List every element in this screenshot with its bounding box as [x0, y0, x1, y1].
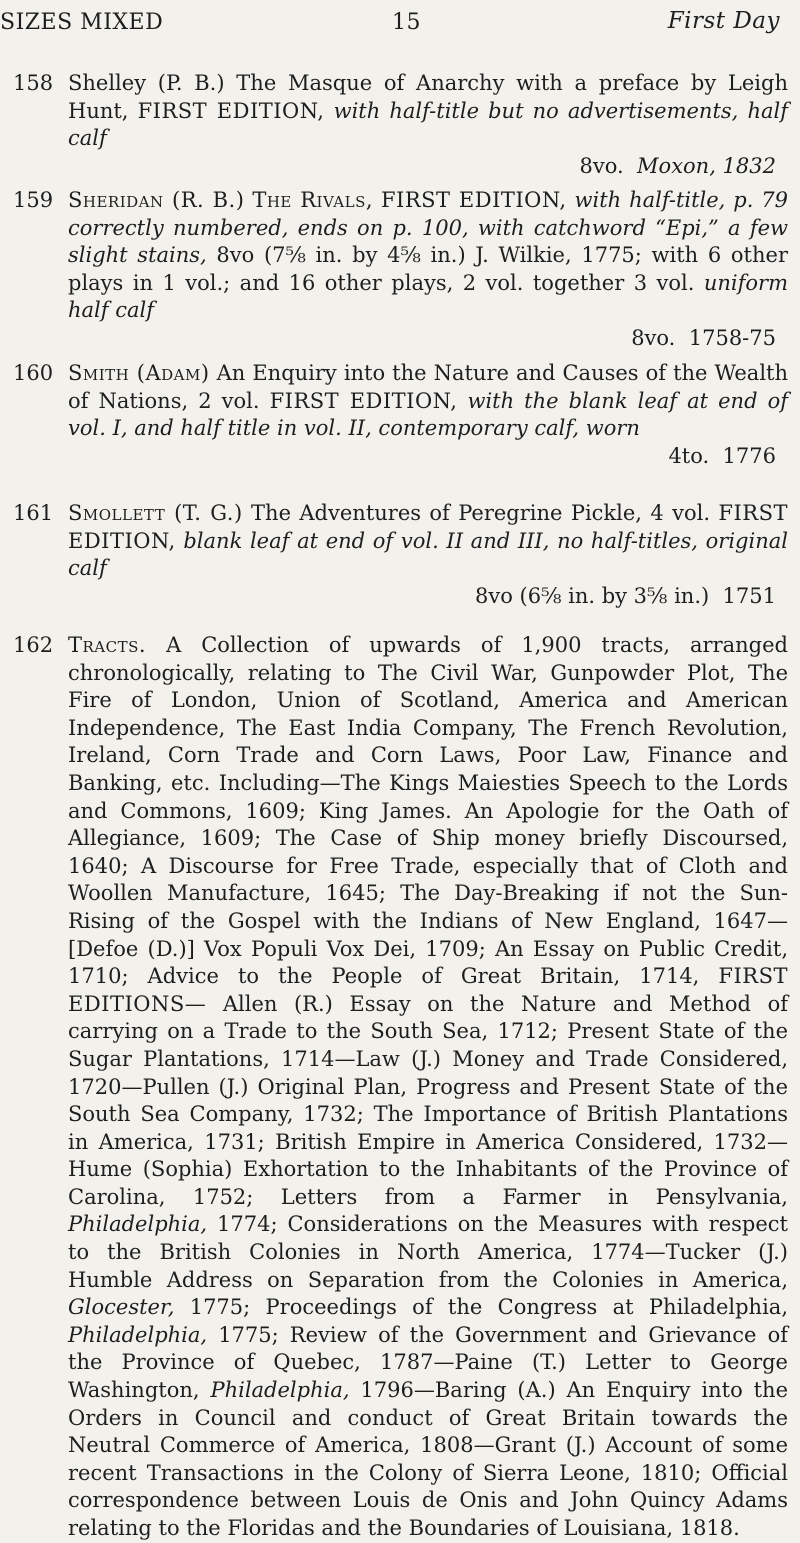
entry-description [68, 500, 788, 610]
entry-format: 8vo. [579, 153, 624, 178]
lot-number: 158 [13, 71, 54, 95]
entry-format: 4to. [668, 443, 710, 468]
entry-place: Philadelphia, [210, 1378, 350, 1403]
entry-edition: FIRST EDITION, [68, 501, 788, 553]
entry-description [68, 632, 788, 1543]
entry-notes: with the blank leaf at end of vol. I, and half title in vol. II, contemporary calf, worn [68, 388, 788, 441]
entry-text-part-a: A Collection of upwards of 1,900 tracts, arranged chronologically, relating to The Civil War, Gunpowder Plot, The Fire of London, Union of Scotland, America and American Independence, The East India Company, The French Revolution, Ireland, Corn Trade and Corn Laws, Poor Law, Finance and Banking, etc. Including—The Kings Maiesties Speech to the Lords and Commons, 1609; King James. An Apologie for the Oath of Allegiance, 1609; The Case of Ship money briefly Discoursed, 1640; A Discourse for Free Trade, especially that of Cloth and Woollen Manufacture, 1645; The Day-Breaking if not the Sun-Rising of the Gospel with the Indians of New England, 1647—[Defoe (D.)] Vox Populi Vox Dei, 1709; An Essay on Public Credit, 1710; Advice to the People of Great Britain, 1714, [68, 633, 788, 989]
lot-number: 162 [13, 633, 54, 657]
entry-format: 8vo (6⅝ in. by 3⅝ in.) [474, 583, 710, 608]
entry-text-part-c: 1774; Considerations on the Measures with respect to the British Colonies in North America, 1774—Tucker (J.) Humble Address on Separation from the Colonies in America, [68, 1212, 788, 1292]
entry-edition: FIRST EDITION, [137, 98, 325, 123]
lot-number: 161 [13, 501, 54, 525]
lot-number: 159 [13, 188, 54, 212]
entry-notes: with half-title, p. 79 correctly numbered, ends on p. 100, with catchword “Epi,” a few slight stains, [68, 188, 788, 268]
entry-notes: with half-title but no advertisements, half calf [68, 98, 788, 151]
entry-author: Smollett (T. G.) [68, 501, 243, 525]
entry-format: 8vo. [631, 325, 676, 350]
entry-text-part-e: 1775; Review of the Government and Grievance of the Province of Quebec, 1787—Paine (T.) Letter to George Washington, [68, 1322, 788, 1403]
entry-text-part-f: 1796—Baring (A.) An Enquiry into the Orders in Council and conduct of Great Britain towards the Neutral Commerce of America, 1808—Grant (J.) Account of some recent Transactions in the Colony of Sierra Leone, 1810; Official correspondence between Louis de Onis and John Quincy Adams relating to the Floridas and the Boundaries of Louisiana, 1818. [68, 1378, 788, 1540]
lot-number: 160 [13, 361, 54, 385]
header-section-label: SIZES MIXED [0, 10, 164, 35]
entry-date: 1751 [722, 583, 776, 608]
entry-date: 1758-75 [688, 325, 776, 350]
entry-text-part-b: Allen (R.) Essay on the Nature and Method of carrying on a Trade to the South Sea, 1712; Present State of the Sugar Plantations, 1714—Law (J.) Money and Trade Considered, 1720—Pullen (J.) Original Plan, Progress and Present State of the South Sea Company, 1732; The Importance of British Plantations in America, 1731; British Empire in America Considered, 1732—Hume (Sophia) Exhortation to the Inhabitants of the Province of Carolina, 1752; Letters from a Farmer in Pensylvania, [68, 991, 788, 1209]
entry-date: 1776 [722, 443, 776, 468]
entry-title: An Enquiry into the Nature and Causes of the Wealth of Nations, 2 vol. [68, 361, 788, 413]
entry-place: Glocester, [68, 1295, 175, 1320]
entry-edition: FIRST EDITION, [269, 388, 458, 413]
entry-edition: FIRST EDITIONS— [68, 964, 788, 1016]
entry-edition: FIRST EDITION, [380, 188, 567, 212]
entry-author: Smith (Adam) [68, 361, 210, 385]
entry-author: Shelley (P. B.) [68, 71, 225, 95]
entry-title: The Rivals, [252, 188, 374, 212]
entry-notes: blank leaf at end of vol. II and III, no half-titles, original calf [68, 528, 788, 581]
entry-publisher-date: Moxon, 1832 [637, 153, 776, 178]
entry-text-part-d: 1775; Proceedings of the Congress at Philadelphia, [189, 1295, 788, 1320]
entry-description [68, 187, 788, 353]
entry-binding: uniform half calf [68, 270, 788, 323]
entry-author: Sheridan (R. B.) [68, 188, 245, 212]
entry-notes-continued: 8vo (7⅝ in. by 4⅝ in.) J. Wilkie, 1775; with 6 other plays in 1 vol.; and 16 other plays, 2 vol. together 3 vol. [68, 243, 788, 295]
entry-author: Tracts. [68, 633, 147, 657]
page-number: 15 [392, 10, 421, 35]
entry-description [68, 70, 788, 180]
page-header [0, 4, 800, 44]
entry-title: The Masque of Anarchy with a preface by Leigh Hunt, [68, 71, 788, 123]
entry-description [68, 360, 788, 470]
entry-title: The Adventures of Peregrine Pickle, 4 vol. [251, 501, 711, 525]
entry-place: Philadelphia, [68, 1212, 208, 1237]
entry-place: Philadelphia, [68, 1322, 208, 1347]
header-sale-day: First Day [667, 8, 780, 34]
